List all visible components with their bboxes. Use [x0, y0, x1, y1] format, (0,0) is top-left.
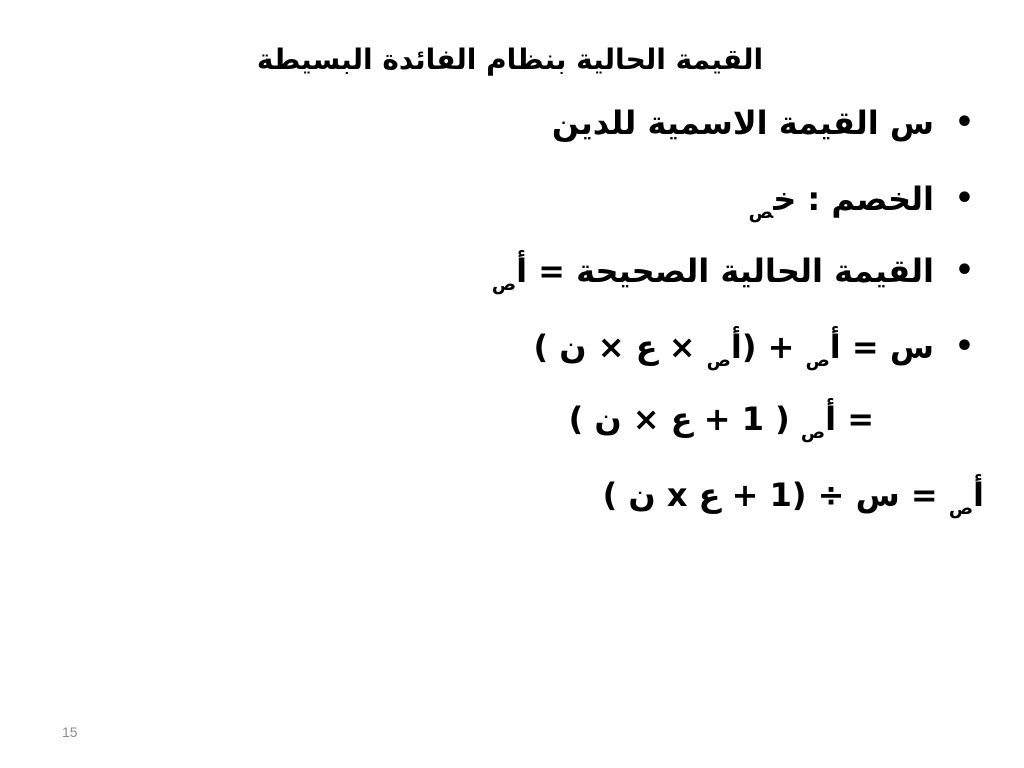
equation-part: س = أ [829, 328, 934, 366]
slide-title: القيمة الحالية بنظام الفائدة البسيطة [256, 43, 764, 76]
bullet-item-present-value [492, 248, 934, 294]
subscript: ص [748, 202, 774, 223]
equation-continuation-1 [569, 396, 874, 442]
subscript: ص [706, 350, 731, 371]
page-number: 15 [62, 724, 78, 740]
equation-part: = أ [825, 400, 874, 438]
bullet-item-discount [749, 176, 934, 222]
bullet-text: القيمة الحالية الصحيحة = أ [516, 252, 934, 290]
bullet-text: س القيمة الاسمية للدين [551, 104, 934, 142]
bullet-marker: • [954, 253, 974, 288]
subscript: ص [948, 498, 974, 519]
equation-part: × ع × ن ) [533, 328, 707, 366]
subscript: ص [800, 422, 826, 443]
equation-part: أ [973, 476, 984, 514]
subscript: ص [805, 350, 830, 371]
bullet-marker: • [954, 181, 974, 216]
bullet-text: الخصم : خ [773, 180, 934, 218]
subscript: ص [491, 274, 517, 295]
equation-part: ( 1 + ع × ن ) [568, 400, 801, 438]
bullet-marker: • [954, 105, 974, 140]
equation-continuation-2 [603, 472, 984, 518]
bullet-item-nominal-value [552, 100, 934, 146]
bullet-item-equation [534, 324, 934, 370]
equation-part: + (أ [730, 328, 806, 366]
bullet-marker: • [954, 329, 974, 364]
equation-part: = س ÷ (1 + ع x ن ) [602, 476, 949, 514]
